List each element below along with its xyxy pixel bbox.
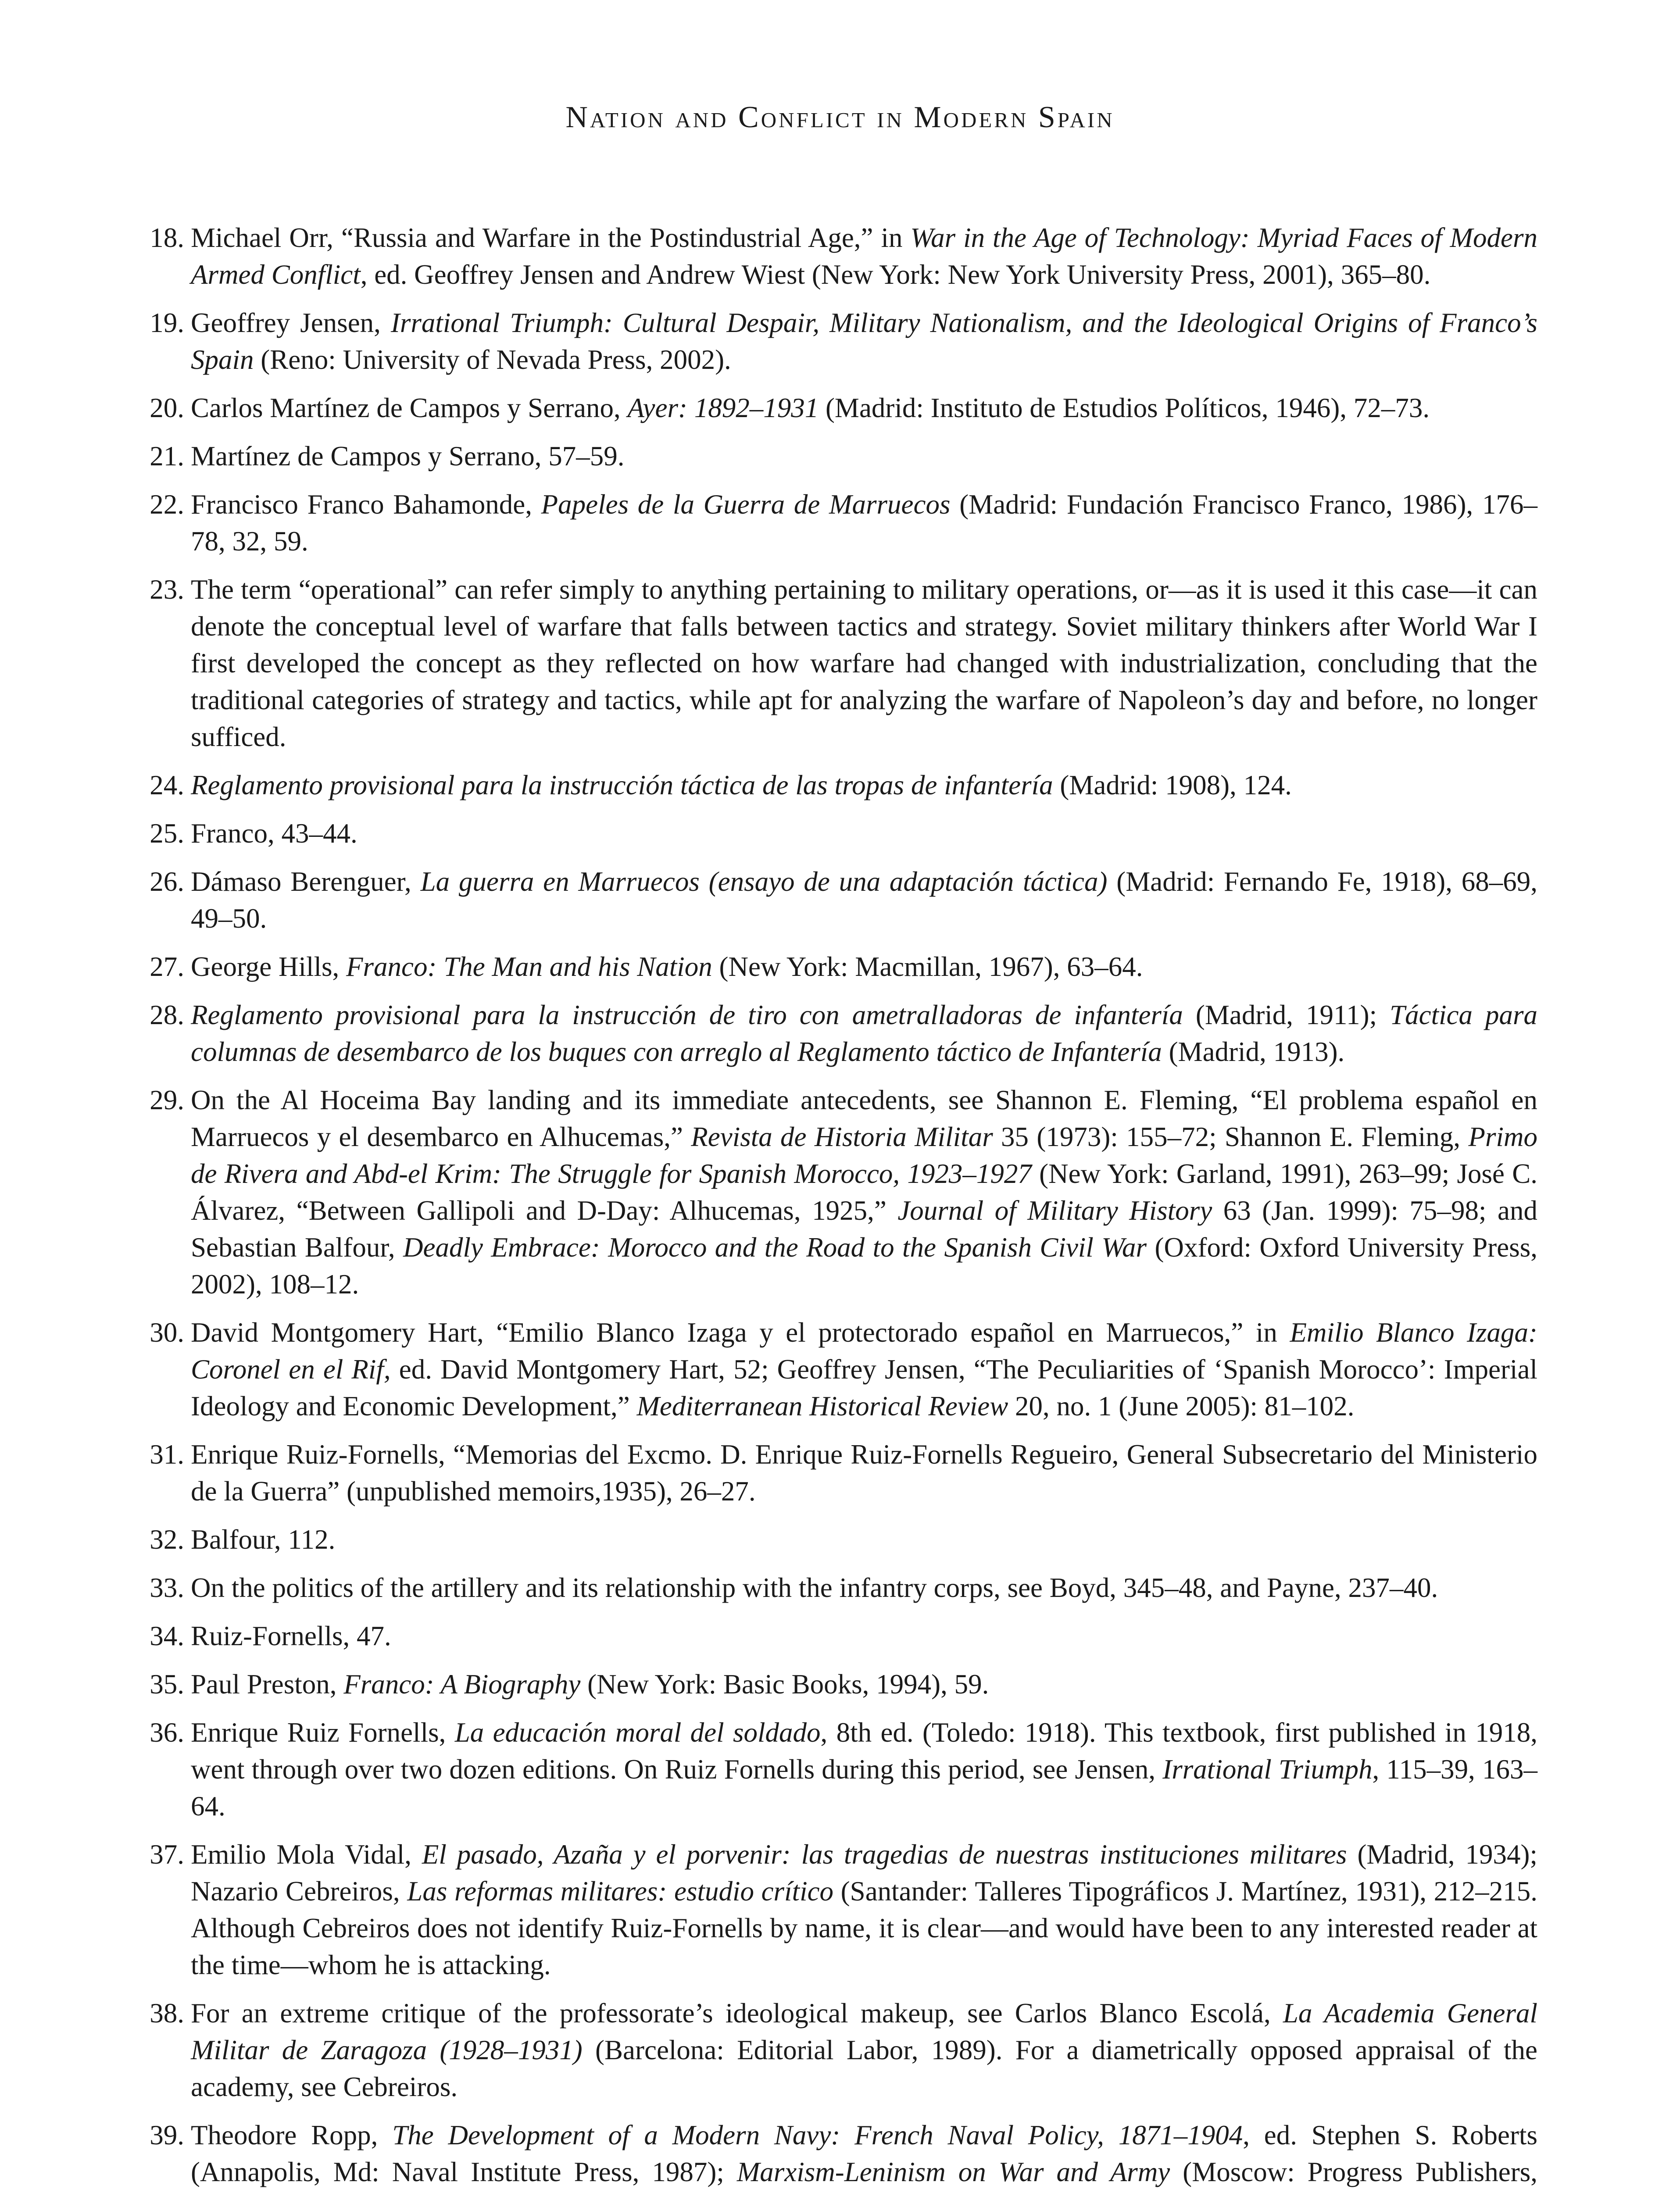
endnote-number: 20. xyxy=(150,393,184,423)
endnote-text: (New York: Garland, 1991), 263–99; José C. Álvarez, “Between Gallipoli and D-Day: Alhucemas, 1925,” xyxy=(191,1158,1537,1226)
endnote-title: Journal of Military History xyxy=(897,1195,1212,1226)
endnotes-list xyxy=(150,219,1538,2193)
endnote-number: 36. xyxy=(150,1717,184,1748)
endnote xyxy=(150,1569,1537,1606)
endnote xyxy=(150,304,1537,378)
endnote xyxy=(150,219,1538,293)
endnote-text: David Montgomery Hart, “Emilio Blanco Izaga y el protectorado español en Marruecos,” in xyxy=(191,1317,1290,1348)
endnote-text: , ed. Stephen S. Roberts (Annapolis, Md: Naval Institute Press, 1987); xyxy=(191,2120,1538,2187)
endnote-number: 31. xyxy=(150,1439,184,1470)
endnote-text: Ruiz-Fornells, 47. xyxy=(191,1621,391,1651)
endnote-text: Michael Orr, “Russia and Warfare in the Postindustrial Age,” in xyxy=(191,222,911,253)
endnote-text: (New York: Basic Books, 1994), 59. xyxy=(580,1669,989,1700)
endnote-text: Geoffrey Jensen, xyxy=(191,307,391,338)
endnote-number: 38. xyxy=(150,1998,184,2029)
endnote-text: Dámaso Berenguer, xyxy=(191,866,421,897)
endnote-title: La guerra en Marruecos (ensayo de una adaptación táctica) xyxy=(420,866,1108,897)
endnote-title: Primo de Rivera and Abd-el Krim: The Struggle for Spanish Morocco, 1923–1927 xyxy=(191,1122,1537,1189)
endnote-number: 25. xyxy=(150,818,184,849)
endnote-text: On the Al Hoceima Bay landing and its immediate antecedents, see Shannon E. Fleming, “El problema español en Marruecos y el desembarco en Alhucemas,” xyxy=(191,1085,1537,1152)
endnote xyxy=(150,1714,1537,1825)
endnote-text: , ed. Geoffrey Jensen and Andrew Wiest (New York: New York University Press, 2001), 365–80. xyxy=(360,259,1431,290)
endnote-number: 21. xyxy=(150,441,184,471)
endnote-text: (Santander: Talleres Tipográficos J. Martínez, 1931), 212–215. Although Cebreiros does not identify Ruiz-Fornells by name, it is clear—and would have been to any interested reader at the time—whom he is attacking. xyxy=(191,1876,1538,1980)
endnote-title: War in the Age of Technology: Myriad Faces of Modern Armed Conflict xyxy=(191,222,1538,290)
endnote-number: 35. xyxy=(150,1669,184,1700)
endnote-number: 26. xyxy=(150,866,184,897)
endnote-number: 24. xyxy=(150,770,184,800)
endnote-text: Carlos Martínez de Campos y Serrano, xyxy=(191,393,628,423)
endnote-number: 23. xyxy=(150,574,184,605)
endnote-title: Irrational Triumph xyxy=(1162,1754,1373,1785)
endnote-number: 18. xyxy=(150,222,184,253)
endnote-text: (Moscow: Progress Publishers, xyxy=(1183,2157,1537,2187)
endnote-text: Franco, 43–44. xyxy=(191,818,357,849)
endnote-number: 34. xyxy=(150,1621,184,1651)
endnote-number: 28. xyxy=(150,1000,184,1030)
endnote xyxy=(150,1618,1537,1654)
endnote-text: (Madrid: Fernando Fe, 1918), 68–69, 49–50. xyxy=(191,866,1537,934)
endnote-text: (Madrid, 1934); Nazario Cebreiros, xyxy=(191,1839,1537,1907)
endnote-title: The Development of a Modern Navy: French Naval Policy, 1871–1904 xyxy=(392,2120,1243,2150)
endnote-text: On the politics of the artillery and its relationship with the infantry corps, see Boyd, 345–48, and Payne, 237–40. xyxy=(191,1572,1438,1603)
endnote xyxy=(150,996,1537,1070)
endnote-number: 27. xyxy=(150,951,184,982)
endnote xyxy=(150,486,1537,560)
endnote-text: Enrique Ruiz-Fornells, “Memorias del Excmo. D. Enrique Ruiz-Fornells Regueiro, General Subsecretario del Ministerio de la Guerra” (unpublished memoirs,1935), 26–27. xyxy=(191,1439,1537,1507)
endnote-title: Reglamento provisional para la instrucción táctica de las tropas de infantería xyxy=(191,770,1053,800)
endnote-title: Irrational Triumph: Cultural Despair, Military Nationalism, and the Ideological Origins of Franco’s Spain xyxy=(191,307,1537,375)
endnote-title: Papeles de la Guerra de Marruecos xyxy=(541,489,951,520)
endnote-number: 29. xyxy=(150,1085,184,1115)
endnote-text: 35 (1973): 155–72; Shannon E. Fleming, xyxy=(993,1122,1469,1152)
endnote-text: Balfour, 112. xyxy=(191,1524,336,1555)
endnote-title: El pasado, Azaña y el porvenir: las tragedias de nuestras instituciones militares xyxy=(422,1839,1347,1870)
endnote-number: 32. xyxy=(150,1524,184,1555)
endnote xyxy=(150,1995,1538,2105)
endnote xyxy=(150,1314,1537,1425)
endnote-text: Emilio Mola Vidal, xyxy=(191,1839,422,1870)
endnote-text: (Reno: University of Nevada Press, 2002). xyxy=(254,344,731,375)
endnote-text: Enrique Ruiz Fornells, xyxy=(191,1717,455,1748)
endnote xyxy=(150,438,1537,475)
endnote-title: La Academia General Militar de Zaragoza (1928–1931) xyxy=(191,1998,1538,2065)
endnote-number: 33. xyxy=(150,1572,184,1603)
endnote-text: (Madrid, 1913). xyxy=(1162,1036,1345,1067)
endnote xyxy=(150,571,1537,755)
endnote xyxy=(150,389,1537,426)
endnote-title: Franco: A Biography xyxy=(343,1669,581,1700)
endnote xyxy=(150,1666,1537,1703)
endnote-text: Paul Preston, xyxy=(191,1669,344,1700)
endnote xyxy=(150,1082,1537,1303)
endnote-text: , 8th ed. (Toledo: 1918). This textbook, first published in 1918, went through over two dozen editions. On Ruiz Fornells during this period, see Jensen, xyxy=(191,1717,1537,1785)
endnote-title: Mediterranean Historical Review xyxy=(636,1391,1008,1422)
endnote-text: (Madrid: Fundación Francisco Franco, 1986), 176–78, 32, 59. xyxy=(191,489,1537,557)
endnote-title: Táctica para columnas de desembarco de los buques con arreglo al Reglamento táctico de Infantería xyxy=(191,1000,1537,1067)
endnote-title: Franco: The Man and his Nation xyxy=(346,951,712,982)
endnote-text: (Madrid: Instituto de Estudios Políticos, 1946), 72–73. xyxy=(819,393,1430,423)
endnote-text: (Madrid, 1911); xyxy=(1183,1000,1390,1030)
endnote-text: (New York: Macmillan, 1967), 63–64. xyxy=(712,951,1143,982)
endnote xyxy=(150,2117,1538,2193)
endnote-number: 39. xyxy=(150,2120,184,2150)
endnote-title: La educación moral del soldado xyxy=(454,1717,821,1748)
endnote-title: Ayer: 1892–1931 xyxy=(627,393,819,423)
endnote-text: 20, no. 1 (June 2005): 81–102. xyxy=(1008,1391,1355,1422)
endnote-text: Martínez de Campos y Serrano, 57–59. xyxy=(191,441,625,471)
endnote-title: Revista de Historia Militar xyxy=(691,1122,993,1152)
endnote-title: Deadly Embrace: Morocco and the Road to the Spanish Civil War xyxy=(403,1232,1147,1263)
endnote xyxy=(150,1836,1538,1983)
endnote-text: Francisco Franco Bahamonde, xyxy=(191,489,541,520)
endnote-number: 22. xyxy=(150,489,184,520)
endnote-number: 19. xyxy=(150,307,184,338)
endnote-text: For an extreme critique of the professorate’s ideological makeup, see Carlos Blanco Escolá, xyxy=(191,1998,1283,2029)
endnote-text: The term “operational” can refer simply to anything pertaining to military operations, or—as it is used it this case—it can denote the conceptual level of warfare that falls between tactics and strategy. Soviet military thinkers after World War I first developed the concept as they reflected on how warfare had changed with industrialization, concluding that the traditional categories of strategy and tactics, while apt for analyzing the warfare of Napoleon’s day and before, no longer sufficed. xyxy=(191,574,1537,752)
endnote-text: Theodore Ropp, xyxy=(191,2120,393,2150)
endnote xyxy=(150,1521,1537,1558)
endnote-text: ed. David Montgomery Hart, 52; Geoffrey Jensen, “The Peculiarities of ‘Spanish Morocco’: Imperial Ideology and Economic Development,” xyxy=(191,1354,1537,1422)
endnote-title: Emilio Blanco Izaga: Coronel en el Rif, xyxy=(191,1317,1537,1385)
endnote-text: (Madrid: 1908), 124. xyxy=(1053,770,1292,800)
endnote-title: Las reformas militares: estudio crítico xyxy=(407,1876,834,1907)
endnote-text: , 115–39, 163–64. xyxy=(191,1754,1537,1822)
endnote-title: Marxism-Leninism on War and Army xyxy=(736,2157,1170,2187)
endnote xyxy=(150,948,1537,985)
endnote xyxy=(150,863,1537,937)
endnote xyxy=(150,815,1537,852)
endnote-number: 30. xyxy=(150,1317,184,1348)
endnote-title: Reglamento provisional para la instrucción de tiro con ametralladoras de infantería xyxy=(191,1000,1183,1030)
endnote xyxy=(150,1436,1537,1510)
endnote-text: George Hills, xyxy=(191,951,347,982)
running-head: Nation and Conflict in Modern Spain xyxy=(565,100,1115,134)
endnote-text: 63 (Jan. 1999): 75–98; and Sebastian Balfour, xyxy=(191,1195,1537,1263)
endnote-number: 37. xyxy=(150,1839,184,1870)
endnote xyxy=(150,767,1537,804)
endnote-text: (Barcelona: Editorial Labor, 1989). For a diametrically opposed appraisal of the academy, see Cebreiros. xyxy=(191,2035,1537,2102)
endnote-text: (Oxford: Oxford University Press, 2002), 108–12. xyxy=(191,1232,1537,1300)
